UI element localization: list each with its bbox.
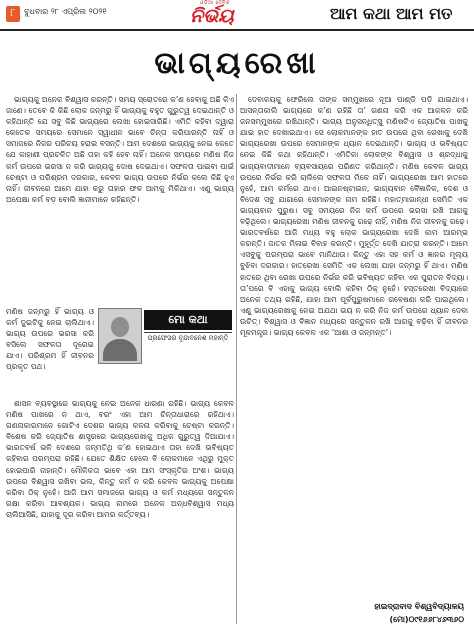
article-paragraph: ଦେବାଳୟକୁ ଫେରିଲେ ତାଙ୍କ ସମ୍ମୁଖରେ ନୂଆ ପାଣ୍ଡି ପଡ଼ି ଯାଇଥାଏ। ଆସନ୍ତାକାଲି ଭାଗ୍ୟରେ କ’ଣ ରହିଛି ତା’ ଗଣନା କରି ଏକ ଆକଳନ କରି ଜନସମ୍ମୁଖରେ ରଖିଥାନ୍ତି। ଭାଗ୍ୟ ଅନୁସନ୍ଧିତ୍ସୁ ମଣିଷଟିଏ ଜ୍ୟୋତିଷ ପାଖକୁ ଯାଇ ହାତ ଦେଖାଇଥାଏ। ସେ ଲୋକମାନଙ୍କ ହାତ ଉପରେ ଥିବା ରେଖାକୁ ଦେଖି ଭାଗ୍ୟରେଖା ଉପରେ ସେମାନଙ୍କ ଧ୍ୟାନ ଦେଇଥାନ୍ତି। ଭାଗ୍ୟ ଓ ଭବିଷ୍ୟତ ନେଇ କିଛି କଥା କହିଥାନ୍ତି। ଏମିତିକା ଲୋକଙ୍କ ବିଶ୍ୱାସ ଓ ଶ୍ରଦ୍ଧାକୁ ଭାଗ୍ୟବାଦୀମାନେ ବ୍ୟବସାୟରେ ପରିଣତ କରିଥାନ୍ତି। ମଣିଷ କେବଳ ଭାଗ୍ୟ ଉପରେ ନିର୍ଭର କରି ଚାଲିଲେ ସଫଳତା ମିଳେ ନାହିଁ। ଭାଗ୍ୟରେଖା ଆମ ହାତରେ ନୁହେଁ, ଆମ କର୍ମରେ ଥାଏ। ଆଇନଷ୍ଟାଇନ, ଭାଗ୍ୟବାନ ବୈଜ୍ଞାନିକ, ଦେଶ ଓ ବିଦେଶ ସବୁ ଯାଗାରେ ସେମାନଙ୍କ ନାମ ରହିଛି। ମହାତ୍ମାଗାନ୍ଧୀ ସେମିତି ଏକ ଭାଗ୍ୟବାନ ପୁରୁଷ। ସବୁ ସମୟରେ ନିଜ କର୍ମ ଉପରେ ଭରସା ରଖି ଆଗକୁ ବଢ଼ିଥିଲେ। ଭାଗ୍ୟରେଖା ମଣିଷ ଜୀବନକୁ ଗଢ଼େ ନାହିଁ, ମଣିଷ ନିଜ ଜୀବନକୁ ଗଢ଼େ। ଭାରତବର୍ଷରେ ଆଜି ମଧ୍ୟ ବହୁ ଲୋକ ଭାଗ୍ୟରେଖା ଦେଖି କାମ ଆରମ୍ଭ କରନ୍ତି। ଜାତକ ମିଳାଇ ବିବାହ କରନ୍ତି। ମୁହୂର୍ତ୍ତ ଦେଖି ଯାତ୍ରା କରନ୍ତି। ଆମେ ଏସବୁକୁ ପରମ୍ପରା ଭାବେ ମାନିଥାଉ। କିନ୍ତୁ ଏହା ସହ କର୍ମ ଓ ଜ୍ଞାନର ମୂଲ୍ୟ ବୁଝିବା ଦରକାର। ହାତରେଖା ସେମିତି ଏକ ଲେଖା ଯାହା ଜନ୍ମରୁ ହିଁ ଥାଏ। ମଣିଷ ହାତରେ ଥିବା ରେଖା ଉପରେ ନିର୍ଭର କରି ଭବିଷ୍ୟତ କହିବା ଏକ ପୁରାତନ ବିଦ୍ୟା। ତା’ପରେ ବି ଏହାକୁ ଭାଗ୍ୟ ବୋଲି କହିବା ଠିକ୍ ନୁହେଁ। ହସ୍ତରେଖା ବିଦ୍ୟାରେ ଅନେକ ତଥ୍ୟ ରହିଛି, ଯାହା ଆମ ପୂର୍ବପୁରୁଷମାନେ ଗବେଷଣା କରି ପାଇଥିଲେ। ଏଣୁ ଭାଗ୍ୟରେଖାକୁ ନେଇ ଅଯଥା ଭୟ ନ କରି ନିଜ କର୍ମ ଉପରେ ଧ୍ୟାନ ଦେବା ଉଚିତ୍। ବିଶ୍ୱାସ ଓ ବିଜ୍ଞାନ ମଧ୍ୟରେ ସନ୍ତୁଳନ ରଖି ଆଗକୁ ବଢ଼ିବା ହିଁ ଜୀବନର ମୂଳମନ୍ତ୍ର। ଭାଗ୍ୟ କେବଳ ଏକ ‘ଆଶା ଓ ଜନ୍ମନ୍ତ’। <box>240 95 468 337</box>
author-phone: (ମୋ)୦୯୧୬୬୮୪୬୩୬୦ <box>389 615 464 624</box>
column-label: ମୋ କଥା <box>144 310 232 330</box>
author-box <box>6 306 234 394</box>
page-header <box>0 0 474 30</box>
left-column-rest <box>6 398 234 626</box>
article-paragraph: ଭାଗ୍ୟକୁ ଅନେକ ବିଶ୍ୱାସ କରନ୍ତି। ସମୟ ସ୍ରୋତରେ କ’ଣ ହେବାକୁ ଅଛି କିଏ ଜାଣେ। ତେବେ କି କିଛି ଲୋକ ଜନ୍ମରୁ ହିଁ ଭାଗ୍ୟକୁ ବହୁତ ଗୁରୁତ୍ୱ ଦେଇଥାନ୍ତି ଓ କହିଥାନ୍ତି ଯେ ସବୁ କିଛି ଭାଗ୍ୟରେ ଲେଖା ହୋଇସାରିଛି। ଏମିତି କହିବା ଦ୍ୱାରା କେତେକ ସମୟରେ ସେମାନେ ସ୍ୱାଧୀନ ଭାବେ ଚିନ୍ତା କରିପାରନ୍ତି ନାହିଁ ଓ ସମାଜରେ ନିଜର ପରିଚୟ ହରାଇ ବସନ୍ତି। ଆମ ଦେଶରେ ଭାଗ୍ୟକୁ ନେଇ କେତେ ଯେ କାହାଣୀ ପ୍ରଚଳିତ ଅଛି ତାହା କହି ହେବ ନାହିଁ। ଅନେକ ସମୟରେ ମଣିଷ ନିଜ କର୍ମ ଉପରେ ଭରସା ନ କରି ଭାଗ୍ୟକୁ ଦୋଷ ଦେଇଥାଏ। ସଫଳତା ପାଇବା ପାଇଁ ଚେଷ୍ଟା ଓ ପରିଶ୍ରମ ଦରକାର, କେବଳ ଭାଗ୍ୟ ଉପରେ ନିର୍ଭର କଲେ କିଛି ହୁଏ ନାହିଁ। ଜୀବନରେ ଆମେ ଯାହା କରୁ ତାହାର ଫଳ ଆମକୁ ମିଳିଥାଏ। ଏଣୁ ଭାଗ୍ୟ ଅପେକ୍ଷା କର୍ମ ବଡ଼ ବୋଲି ଜ୍ଞାନୀମାନେ କହିଛନ୍ତି। <box>6 95 234 204</box>
headline-box <box>0 38 474 90</box>
column-divider <box>236 94 237 624</box>
author-name: ପ୍ରଫେସର ବୃନ୍ଦାବନେଶ ମହାନ୍ତି <box>147 334 229 342</box>
author-photo-head <box>111 317 129 337</box>
publication-date: ବୁଧବାର ୨୮ ଏପ୍ରିଲ ୨୦୨୧ <box>24 7 107 16</box>
logo-text: ନିର୍ଭୟ <box>190 5 234 27</box>
logo-tagline: ଓଡ଼ିଆ ଦୈନିକ <box>200 0 231 6</box>
header-divider <box>0 29 474 31</box>
section-title: ଆମ କଥା ଆମ ମତ <box>330 4 453 23</box>
author-side-text: ମଣିଷ ଜନ୍ମରୁ ହିଁ ଭାଗ୍ୟ ଓ କର୍ମ ଦୁଇଟିକୁ ନେଇ ଚାଲିଥାଏ। ଭାଗ୍ୟ ଉପରେ ଭରସା କରି ବସିଲେ ସଫଳତା ଦୂରେଇ ଯାଏ। ପରିଶ୍ରମ ହିଁ ଜୀବନର ପ୍ରକୃତ ପଥ। <box>6 307 94 372</box>
author-institution: ହାଇଦ୍ରାବାଦ ବିଶ୍ୱବିଦ୍ୟାଳୟ <box>374 602 464 611</box>
newspaper-logo <box>190 0 250 28</box>
author-photo <box>98 308 142 364</box>
article-paragraph: ଶାସନ ବ୍ୟବସ୍ଥାରେ ଭାଗ୍ୟକୁ ନେଇ ଅନେକ ଧାରଣା ରହିଛି। ଭାଗ୍ୟ କେବଳ ମଣିଷ ପାଖରେ ନ ଥାଏ, ବରଂ ଏହା ଆମ ଚିନ୍ତାଧାରାରେ ରହିଥାଏ। ଗଣନାକାରମାନେ ଗୋଟିଏ ଦେଶର ଭାଗ୍ୟ କଳନା କରିବାକୁ ଚେଷ୍ଟା କରନ୍ତି। ବିଶେଷ କରି ଜ୍ୟୋତିଷ ଶାସ୍ତ୍ରରେ ଭାଗ୍ୟରେଖାକୁ ଅଧିକ ଗୁରୁତ୍ୱ ଦିଆଯାଏ। ଭାରତବର୍ଷ ଭଳି ଦେଶରେ ଜନ୍ମତିଥି କ’ଣ ହୋଇଥାଏ ତାହା ଦେଖି ଭବିଷ୍ୟତ କହିବାର ପରମ୍ପରା ରହିଛି। ଯେତେ ଶିକ୍ଷିତ ହେଲେ ବି ଲୋକମାନେ ଏଥିରୁ ମୁକ୍ତ ହୋଇପାରି ନାହାନ୍ତି। ମୌଳିକତା ଭାବେ ଏହା ଆମ ସଂସ୍କୃତିର ଅଂଶ। ଭାଗ୍ୟ ଉପରେ ବିଶ୍ୱାସ ରଖିବା ଭଲ, କିନ୍ତୁ କର୍ମ ନ କରି କେବଳ ଭାଗ୍ୟକୁ ଅପେକ୍ଷା କରିବା ଠିକ୍ ନୁହେଁ। ଆଜି ଆମ ସମାଜରେ ଭାଗ୍ୟ ଓ କର୍ମ ମଧ୍ୟରେ ସନ୍ତୁଳନ ରକ୍ଷା କରିବା ଆବଶ୍ୟକ। ଭାଗ୍ୟ ନାମରେ ଅନେକ ଅନ୍ଧବିଶ୍ୱାସ ମଧ୍ୟ ଚାଲିଆସିଛି, ଯାହାକୁ ଦୂର କରିବା ଆମର କର୍ତ୍ତବ୍ୟ। <box>6 399 234 519</box>
article-headline: ଭାଗ୍ୟରେଖା <box>154 46 320 81</box>
left-column-intro <box>6 94 234 306</box>
author-photo-shoulders <box>103 339 137 361</box>
author-signature <box>374 600 464 626</box>
right-column <box>240 94 468 626</box>
author-divider <box>144 332 232 333</box>
page-number: ୮ <box>6 6 20 22</box>
